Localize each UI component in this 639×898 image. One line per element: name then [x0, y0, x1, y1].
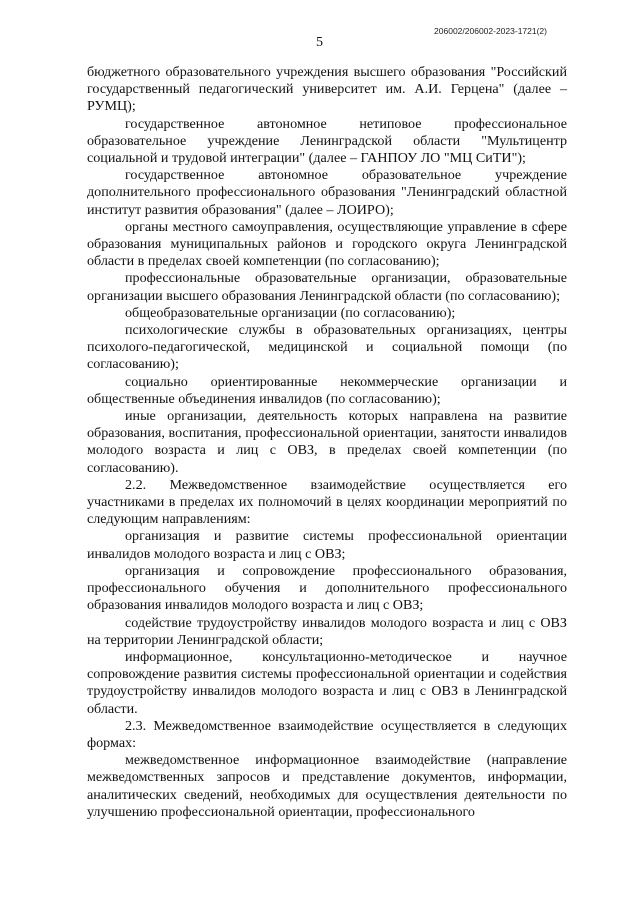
document-paragraph: профессиональные образовательные организации, образовательные организации высшего образования Ленинградской области (по согласованию);	[87, 270, 567, 304]
document-paragraph: государственное автономное образовательное учреждение дополнительного профессионального образования "Ленинградский областной институт развития образования" (далее – ЛОИРО);	[87, 167, 567, 218]
document-paragraph: органы местного самоуправления, осуществляющие управление в сфере образования муниципальных районов и городского округа Ленинградской области в пределах своей компетенции (по согласованию);	[87, 218, 567, 270]
document-paragraph: бюджетного образовательного учреждения высшего образования "Российский государственный педагогический университет им. А.И. Герцена" (далее – РУМЦ);	[87, 64, 567, 115]
document-paragraph: государственное автономное нетиповое профессиональное образовательное учреждение Ленинградской области "Мультицентр социальной и трудовой интеграции" (далее – ГАНПОУ ЛО "МЦ СиТИ");	[87, 115, 567, 167]
document-paragraph: организация и развитие системы профессиональной ориентации инвалидов молодого возраста и лиц с ОВЗ;	[87, 528, 567, 562]
document-paragraph: содействие трудоустройству инвалидов молодого возраста и лиц с ОВЗ на территории Ленинградской области;	[87, 614, 567, 648]
document-paragraph: иные организации, деятельность которых направлена на развитие образования, воспитания, профессиональной ориентации, занятости инвалидов молодого возраста и лиц с ОВЗ, в пределах своей компетенции (по согласованию).	[87, 408, 567, 476]
document-registration-code: 206002/206002-2023-1721(2)	[434, 26, 547, 36]
document-paragraph: информационное, консультационно-методическое и научное сопровождение развития системы профессиональной ориентации и содействия трудоустройству инвалидов молодого возраста и лиц с ОВЗ в Ленинградской области.	[87, 648, 567, 717]
document-paragraph: 2.2. Межведомственное взаимодействие осуществляется его участниками в пределах их полномочий в целях координации мероприятий по следующим направлениям:	[87, 476, 567, 528]
document-paragraph: 2.3. Межведомственное взаимодействие осуществляется в следующих формах:	[87, 717, 567, 751]
document-paragraph: межведомственное информационное взаимодействие (направление межведомственных запросов и представление документов, информации, аналитических сведений, необходимых для осуществления деятельности по улучшению профессиональной ориентации, профессионального	[87, 752, 567, 820]
document-body	[87, 64, 567, 821]
document-paragraph: общеобразовательные организации (по согласованию);	[125, 304, 456, 321]
document-paragraph: психологические службы в образовательных организациях, центры психолого-педагогической, медицинской и социальной помощи (по согласованию);	[87, 322, 567, 373]
document-paragraph: организация и сопровождение профессионального образования, профессионального обучения и дополнительного профессионального образования инвалидов молодого возраста и лиц с ОВЗ;	[87, 562, 567, 614]
page-number: 5	[316, 35, 323, 50]
document-paragraph: социально ориентированные некоммерческие организации и общественные объединения инвалидов (по согласованию);	[87, 373, 567, 407]
